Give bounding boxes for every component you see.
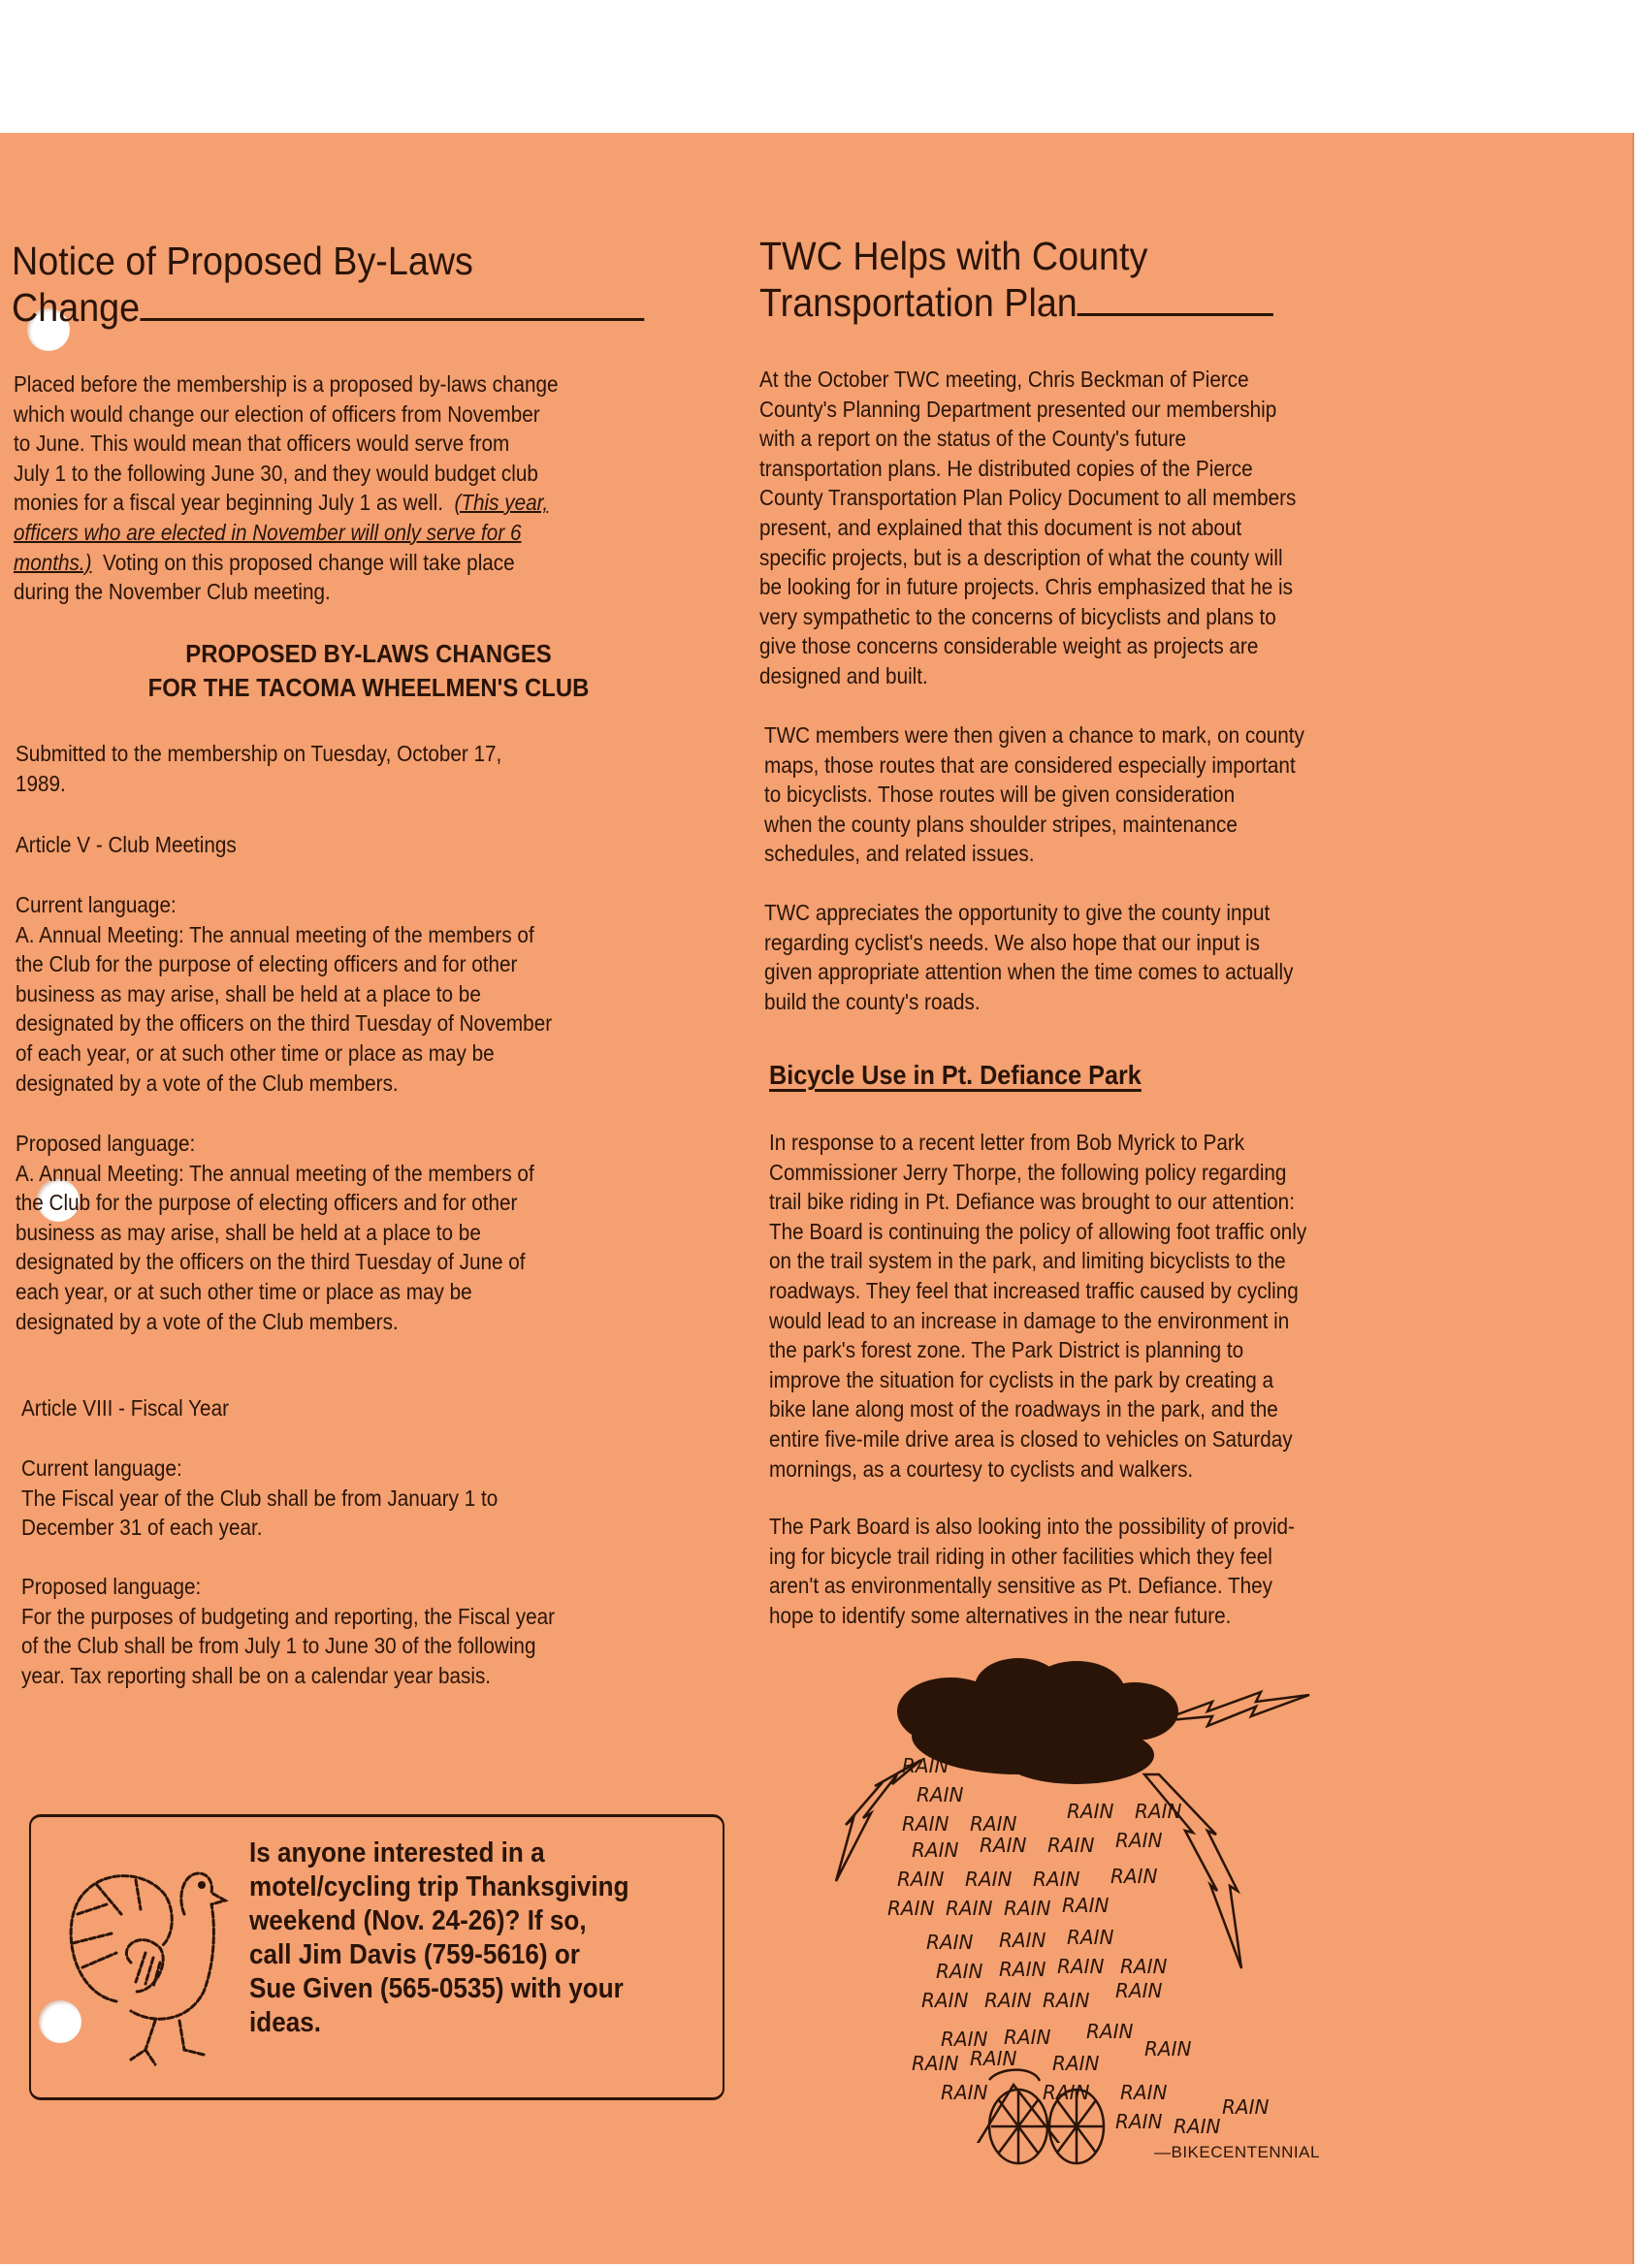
county-plan-title-text: Transportation Plan <box>759 280 1078 325</box>
intro-line: during the November Club meeting. <box>14 579 331 605</box>
intro-paragraph <box>14 369 677 607</box>
rain-word: RAIN <box>1033 1868 1080 1891</box>
submitted-date: Submitted to the membership on Tuesday, October 17, 1989. <box>16 741 502 796</box>
intro-italic-note: officers who are elected in November will only serve for 6 <box>14 519 522 545</box>
rain-word: RAIN <box>1004 1897 1051 1920</box>
county-plan-paragraph: At the October TWC meeting, Chris Beckman of Pierce County's Planning Department presented our membership with a report on the status of the County's future transportation plans. He distributed copies of the Pierce County Transportation Plan Policy Document to all members present, and explained that this document is not about specific projects, but is a description of what the county will be looking for in future projects. Chris emphasized that he is very sympathetic to the concerns of bicyclists and plans to give those concerns considerable weight as projects are designed and built. <box>759 367 1297 688</box>
intro-line: July 1 to the following June 30, and they would budget club <box>14 460 538 486</box>
rain-word: RAIN <box>1004 2026 1051 2049</box>
county-plan-para1 <box>759 365 1516 691</box>
rain-word: RAIN <box>970 2047 1017 2070</box>
bylaws-title-line1: Notice of Proposed By-Laws <box>12 239 473 283</box>
rain-word: RAIN <box>1120 1955 1168 1978</box>
proposed-language-text: For the purposes of budgeting and reporting, the Fiscal year of the Club shall be from July 1 to June 30 of the following year. Tax reporting shall be on a calendar year basis. <box>21 1603 556 1688</box>
thanksgiving-notice-text: Is anyone interested in a motel/cycling trip Thanksgiving weekend (Nov. 24-26)? If so, call Jim Davis (759-5616) or Sue Given (565-0535) with your ideas. <box>249 1837 629 2038</box>
rain-word: RAIN <box>1115 1979 1163 2002</box>
intro-text: Voting on this proposed change will take place <box>91 549 515 575</box>
title-rule <box>140 316 644 321</box>
rain-cyclist-illustration <box>824 1658 1368 2143</box>
rain-word: RAIN <box>1144 2037 1192 2060</box>
pt-defiance-para1 <box>769 1128 1526 1484</box>
rain-word: RAIN <box>941 2028 988 2051</box>
article5-block <box>16 830 261 860</box>
bylaws-intro <box>14 369 751 607</box>
article8-current <box>21 1453 758 1543</box>
county-plan-title <box>759 233 1456 326</box>
rain-word: RAIN <box>970 1812 1017 1836</box>
turkey-icon <box>48 1856 233 2079</box>
article8-title: Article VIII - Fiscal Year <box>21 1395 229 1421</box>
rain-word: RAIN <box>926 1931 974 1954</box>
county-plan-title-line2 <box>759 279 1456 326</box>
rain-word: RAIN <box>941 2081 988 2104</box>
intro-line: Placed before the membership is a proposed by-laws change <box>14 371 559 397</box>
bylaws-title-line2 <box>12 284 672 331</box>
intro-italic-note: (This year, <box>454 490 549 516</box>
rain-word: RAIN <box>912 1838 959 1862</box>
rain-word: RAIN <box>999 1958 1046 1981</box>
rain-word: RAIN <box>1067 1800 1114 1823</box>
rain-word: RAIN <box>1174 2115 1221 2138</box>
rain-word: RAIN <box>1086 2020 1134 2043</box>
article5-title: Article V - Club Meetings <box>16 832 237 857</box>
illustration-credit: —BIKECENTENNIAL <box>1154 2143 1320 2161</box>
rain-word: RAIN <box>1115 2110 1163 2133</box>
bicycle-wheels-icon <box>980 2083 1115 2170</box>
bylaws-title-change: Change <box>12 285 141 330</box>
intro-line: to June. This would mean that officers would serve from <box>14 431 510 457</box>
rain-word: RAIN <box>1120 2081 1168 2104</box>
rain-word: RAIN <box>897 1868 945 1891</box>
rain-word: RAIN <box>902 1754 949 1777</box>
rain-word: RAIN <box>1222 2095 1270 2119</box>
rain-word: RAIN <box>887 1897 935 1920</box>
article8-block <box>21 1393 252 1423</box>
bylaws-body <box>16 739 753 798</box>
intro-italic-note: months.) <box>14 549 92 575</box>
article8-proposed <box>21 1572 758 1690</box>
proposed-language-label: Proposed language: <box>21 1574 202 1599</box>
rain-word: RAIN <box>936 1960 983 1983</box>
pt-defiance-paragraph: In response to a recent letter from Bob Myrick to Park Commissioner Jerry Thorpe, the following policy regarding trail bike riding in Pt. Defiance was brought to our attention: The Board is continuing the policy of allowing foot traffic only on the trail system in the park, and limiting bicyclists to the roadways. They feel that increased traffic caused by cycling would lead to an increase in damage to the environment in the park's forest zone. The Park District is planning to improve the situation for cyclists in the park by creating a bike lane along most of the roadways in the park, and the entire five-mile drive area is closed to vehicles on Saturday mornings, as a courtesy to cyclists and walkers. <box>769 1130 1307 1482</box>
left-column <box>12 238 729 331</box>
rain-word: RAIN <box>1057 1955 1105 1978</box>
rain-word: RAIN <box>1052 2052 1100 2075</box>
rain-word: RAIN <box>917 1783 964 1806</box>
intro-line <box>14 488 677 518</box>
title-rule <box>1078 311 1273 316</box>
article5-current <box>16 890 753 1098</box>
rain-word: RAIN <box>921 1989 969 2012</box>
county-plan-para2 <box>764 720 1521 869</box>
rain-word: RAIN <box>984 1989 1032 2012</box>
rain-word: RAIN <box>1115 1829 1163 1852</box>
current-language-label: Current language: <box>16 892 177 917</box>
pt-defiance-title: Bicycle Use in Pt. Defiance Park <box>769 1060 1142 1090</box>
intro-line: which would change our election of officers from November <box>14 400 540 427</box>
county-plan-paragraph: TWC appreciates the opportunity to give the county input regarding cyclist's needs. We also hope that our input is given appropriate attention when the time comes to actually build the county's roads. <box>764 900 1294 1014</box>
section-title-line2: FOR THE TACOMA WHEELMEN'S CLUB <box>147 673 590 702</box>
rain-word: RAIN <box>1067 1926 1114 1949</box>
right-column-title <box>759 233 1516 326</box>
intro-line <box>14 548 677 578</box>
rain-word: RAIN <box>1047 1834 1095 1857</box>
proposed-changes-heading <box>0 637 737 705</box>
pt-defiance-para2 <box>769 1512 1526 1630</box>
rain-word: RAIN <box>980 1834 1027 1857</box>
rain-word: RAIN <box>965 1868 1013 1891</box>
section-title-line1: PROPOSED BY-LAWS CHANGES <box>185 639 552 668</box>
county-plan-para3 <box>764 898 1521 1016</box>
county-plan-title-line1: TWC Helps with County <box>759 234 1148 278</box>
intro-text: monies for a fiscal year beginning July 1 as well. <box>14 490 455 516</box>
pt-defiance-paragraph: The Park Board is also looking into the possibility of provid- ing for bicycle trail riding in other facilities which they feel aren't as environmentally sensitive as Pt. Defiance. They hope to identify some alternatives in the near future. <box>769 1514 1295 1628</box>
article5-proposed <box>16 1129 753 1336</box>
current-language-text: A. Annual Meeting: The annual meeting of the members of the Club for the purpose of electing officers and for other business as may arise, shall be held at a place to be designated by the officers on the third Tuesday of November of each year, or at such other time or place as may be designated by a vote of the Club members. <box>16 921 553 1096</box>
rain-word: RAIN <box>1110 1865 1158 1888</box>
rain-word: RAIN <box>902 1812 949 1836</box>
bylaws-title <box>12 238 672 331</box>
rain-words <box>887 1754 1269 2138</box>
rain-word: RAIN <box>1062 1894 1110 1917</box>
rain-word: RAIN <box>999 1929 1046 1952</box>
rain-word: RAIN <box>912 2052 959 2075</box>
rain-word: RAIN <box>1135 1800 1182 1823</box>
rain-word: RAIN <box>1043 1989 1090 2012</box>
pt-defiance-heading <box>769 1060 1182 1091</box>
county-plan-paragraph: TWC members were then given a chance to mark, on county maps, those routes that are considered especially important to bicyclists. Those routes will be given consideration when the county plans shoulder stripes, maintenance schedules, and related issues. <box>764 722 1304 867</box>
current-language-text: The Fiscal year of the Club shall be from January 1 to December 31 of each year. <box>21 1485 499 1541</box>
rain-word: RAIN <box>1043 2081 1090 2104</box>
current-language-label: Current language: <box>21 1455 182 1481</box>
proposed-language-text: A. Annual Meeting: The annual meeting of the members of the Club for the purpose of electing officers and for other business as may arise, shall be held at a place to be designated by the officers on the third Tuesday of June of each year, or at such other time or place as may be designated by a vote of the Club members. <box>16 1160 534 1334</box>
proposed-language-label: Proposed language: <box>16 1131 196 1156</box>
thanksgiving-notice-box <box>29 1814 724 2100</box>
rain-word: RAIN <box>946 1897 993 1920</box>
